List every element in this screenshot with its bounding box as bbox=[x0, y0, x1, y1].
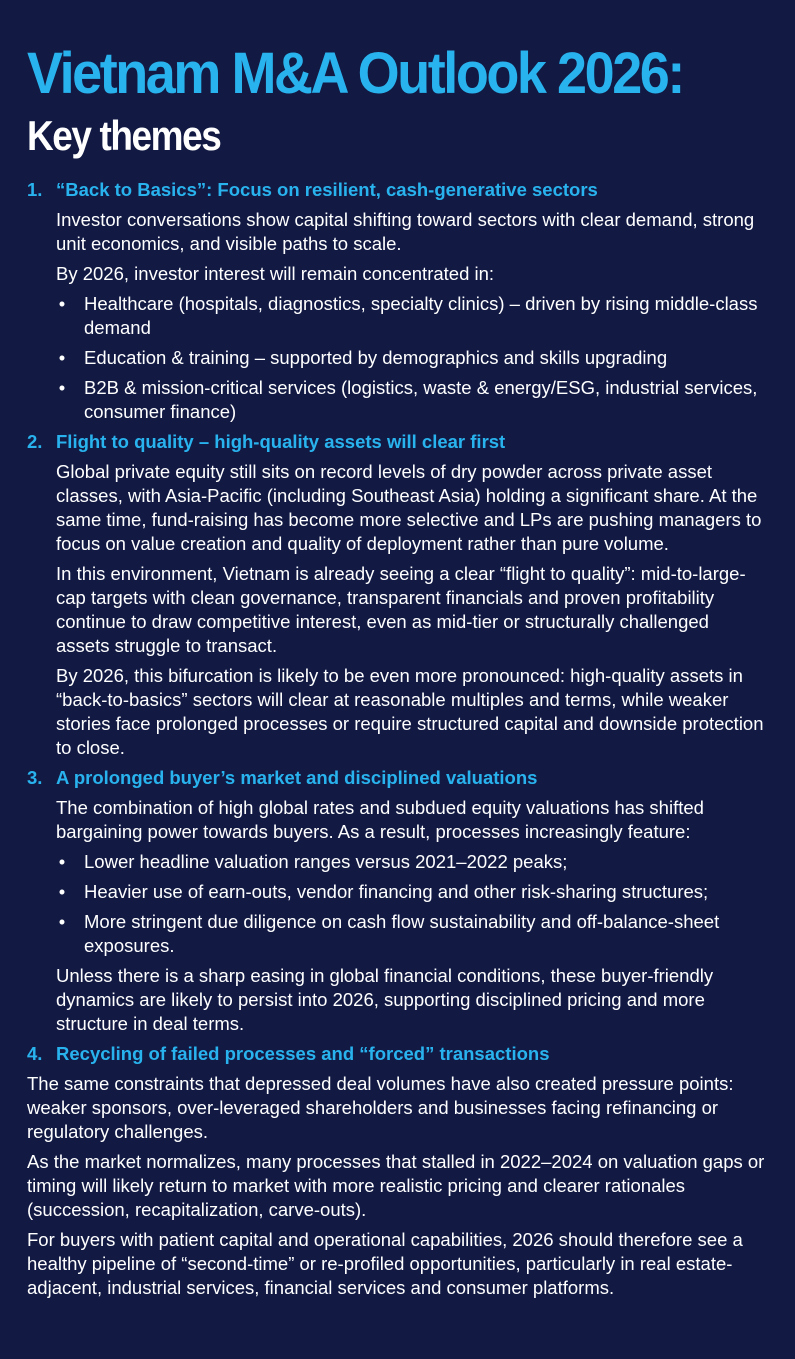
bullet-list bbox=[56, 292, 767, 424]
list-item bbox=[56, 346, 767, 370]
section-number: 1. bbox=[27, 179, 43, 200]
paragraph: The combination of high global rates and subdued equity valuations has shifted bargaining power towards buyers. As a result, processes increasingly feature: bbox=[56, 797, 704, 842]
paragraph: The same constraints that depressed deal volumes have also created pressure points: weaker sponsors, over-leveraged shareholders and businesses facing refinancing or regulatory challenges. bbox=[27, 1073, 734, 1142]
paragraph: Investor conversations show capital shifting toward sectors with clear demand, strong unit economics, and visible paths to scale. bbox=[56, 209, 755, 254]
list-item-text: Education & training – supported by demographics and skills upgrading bbox=[84, 347, 668, 368]
list-item bbox=[56, 850, 767, 874]
list-item bbox=[56, 880, 767, 904]
list-item-text: Heavier use of earn-outs, vendor financing and other risk-sharing structures; bbox=[84, 881, 709, 902]
section-3 bbox=[27, 766, 767, 1036]
section-heading bbox=[27, 1042, 767, 1066]
section-heading bbox=[27, 430, 767, 454]
content bbox=[27, 178, 767, 1306]
paragraph: By 2026, investor interest will remain concentrated in: bbox=[56, 263, 495, 284]
paragraph: Unless there is a sharp easing in global financial conditions, these buyer-friendly dynamics are likely to persist into 2026, supporting disciplined pricing and more structure in deal terms. bbox=[56, 965, 714, 1034]
section-number: 4. bbox=[27, 1043, 43, 1064]
paragraph: For buyers with patient capital and operational capabilities, 2026 should therefore see a healthy pipeline of “second-time” or re-profiled opportunities, particularly in real estate-adjacent, industrial services, financial services and consumer platforms. bbox=[27, 1229, 743, 1298]
paragraph: In this environment, Vietnam is already seeing a clear “flight to quality”: mid-to-large-cap targets with clean governance, transparent financials and proven profitability continue to draw competitive interest, even as mid-tier or structurally challenged assets struggle to transact. bbox=[56, 563, 746, 656]
section-1 bbox=[27, 178, 767, 424]
page-subtitle: Key themes bbox=[27, 112, 221, 159]
section-4 bbox=[27, 1042, 767, 1300]
list-item-text: B2B & mission-critical services (logistics, waste & energy/ESG, industrial services, consumer finance) bbox=[84, 377, 758, 422]
paragraph: By 2026, this bifurcation is likely to be even more pronounced: high-quality assets in “back-to-basics” sectors will clear at reasonable multiples and terms, while weaker stories face prolonged processes or require structured capital and downside protection to close. bbox=[56, 665, 764, 758]
paragraph: As the market normalizes, many processes that stalled in 2022–2024 on valuation gaps or timing will likely return to market with more realistic pricing and clearer rationales (succession, recapitalization, carve-outs). bbox=[27, 1151, 765, 1220]
list-item-text: More stringent due diligence on cash flow sustainability and off-balance-sheet exposures. bbox=[84, 911, 720, 956]
paragraph: Global private equity still sits on record levels of dry powder across private asset classes, with Asia-Pacific (including Southeast Asia) holding a significant share. At the same time, fund-raising has become more selective and LPs are pushing managers to focus on value creation and quality of deployment rather than pure volume. bbox=[56, 461, 762, 554]
section-title: “Back to Basics”: Focus on resilient, cash-generative sectors bbox=[56, 179, 598, 200]
bullet-icon: • bbox=[58, 851, 66, 872]
section-heading bbox=[27, 178, 767, 202]
section-title: Recycling of failed processes and “forced” transactions bbox=[56, 1043, 550, 1064]
bullet-icon: • bbox=[58, 347, 66, 368]
page-title: Vietnam M&A Outlook 2026: bbox=[27, 41, 683, 106]
section-heading bbox=[27, 766, 767, 790]
list-item bbox=[56, 376, 767, 424]
bullet-icon: • bbox=[58, 293, 66, 314]
section-number: 3. bbox=[27, 767, 43, 788]
section-2 bbox=[27, 430, 767, 760]
section-title: A prolonged buyer’s market and disciplined valuations bbox=[56, 767, 538, 788]
bullet-icon: • bbox=[58, 881, 66, 902]
list-item-text: Lower headline valuation ranges versus 2021–2022 peaks; bbox=[84, 851, 568, 872]
section-number: 2. bbox=[27, 431, 43, 452]
list-item bbox=[56, 910, 767, 958]
bullet-icon: • bbox=[58, 911, 66, 932]
section-title: Flight to quality – high-quality assets will clear first bbox=[56, 431, 506, 452]
list-item bbox=[56, 292, 767, 340]
bullet-list bbox=[56, 850, 767, 958]
bullet-icon: • bbox=[58, 377, 66, 398]
list-item-text: Healthcare (hospitals, diagnostics, specialty clinics) – driven by rising middle-class demand bbox=[84, 293, 758, 338]
